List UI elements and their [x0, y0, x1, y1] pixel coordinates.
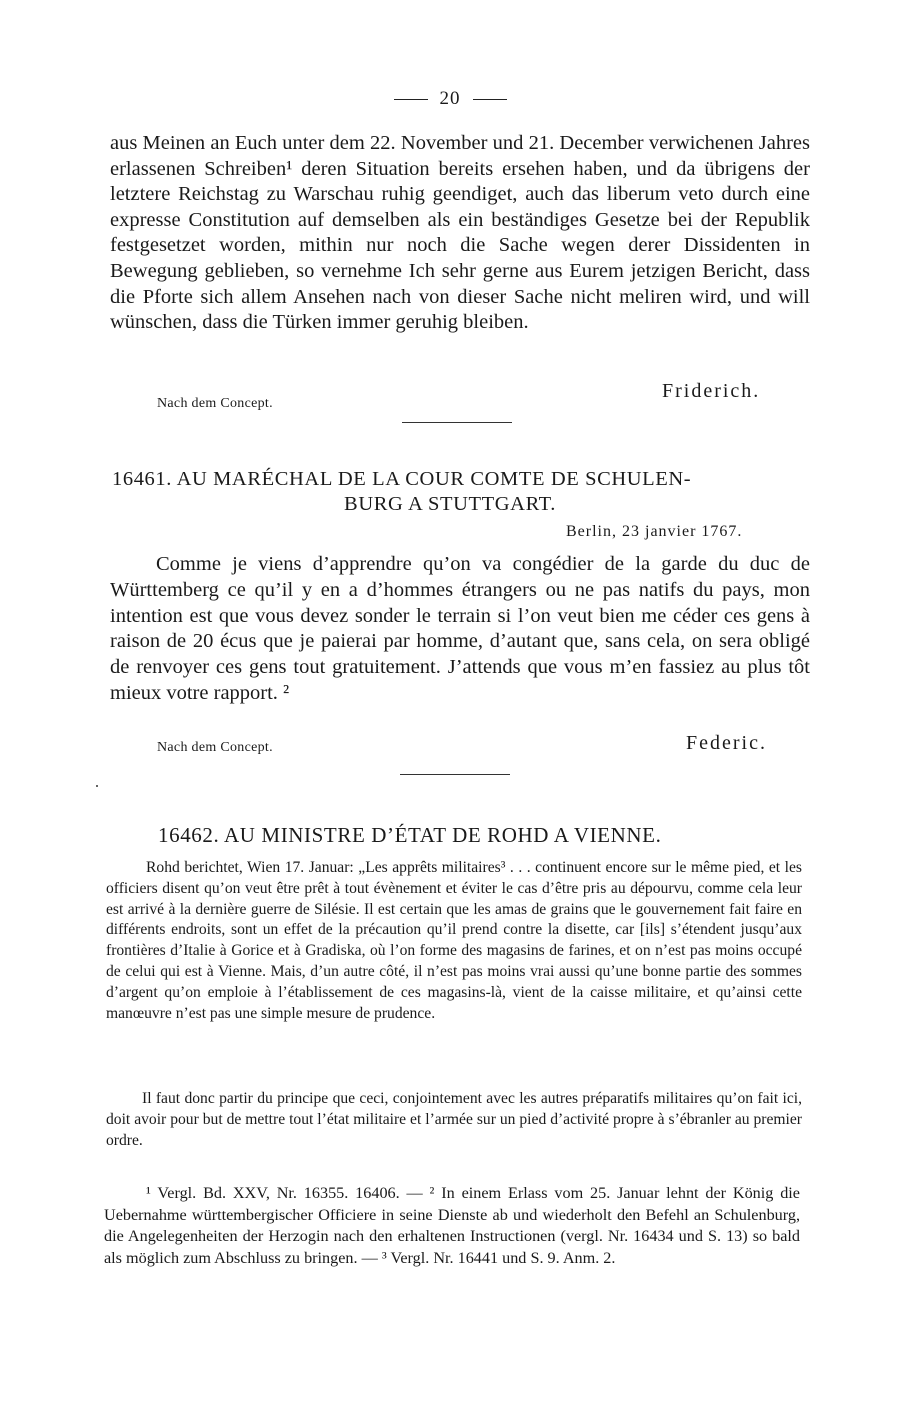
page-number-line: [0, 88, 900, 110]
letter-16462-para1: Rohd berichtet, Wien 17. Januar: „Les apprêts militaires³ . . . continuent encore sur le même pied, et les officiers disent qu’on veut être prêt à tout évènement et éviter le cas d’être pris au dépourvu, comme cela leur est arrivé à la dernière guerre de Silésie. Il est certain que les amas de grains que le gouvernement fait faire en différents endroits, sont un effet de la précaution qu’il prend contre la disette, car [ils] s’étendent jusqu’aux frontières d’Italie à Gorice et à Gradiska, où l’on forme des magasins de farines, et on n’est pas moins occupé de celui qui est à Vienne. Mais, d’un autre côté, il n’est pas moins vrai aussi qu’une bonne partie des sommes d’argent qu’on emploie à l’établissement de ces magasins-là, vient de la caisse militaire, et qu’ainsi cette manœuvre n’est pas une simple mesure de prudence.: [106, 859, 802, 1022]
dash-left: [394, 99, 428, 100]
dash-right: [473, 99, 507, 100]
letter-16462-para2: Il faut donc partir du principe que ceci, conjointement avec les autres préparatifs militaires qu’on fait ici, doit avoir pour but de mettre tout l’état militaire et l’armée sur un pied d’activité propre à s’ébranler au premier ordre.: [106, 1090, 802, 1149]
heading-16461-line1: 16461. AU MARÉCHAL DE LA COUR COMTE DE SCHULEN-: [112, 468, 692, 490]
letter-16461-signature: Federic.: [686, 732, 767, 754]
letter-prev-signature: Friderich.: [662, 380, 761, 402]
heading-16461-line2: BURG A STUTTGART.: [344, 493, 556, 515]
section-divider-2: [400, 774, 510, 775]
letter-prev-source: Nach dem Concept.: [157, 396, 273, 411]
heading-16462: 16462. AU MINISTRE D’ÉTAT DE ROHD A VIENNE.: [158, 823, 662, 847]
dateline-16461: Berlin, 23 janvier 1767.: [566, 523, 743, 540]
letter-16461-text: Comme je viens d’apprendre qu’on va congédier de la garde du duc de Württemberg ce qu’il y en a d’hommes étrangers ou ne pas natifs du pays, mon intention est que vous devez sonder le terrain si l’on veut bien me céder ces gens à raison de 20 écus que je paierai par homme, d’autant que, sans cela, on sera obligé de renvoyer ces gens tout gratuitement. J’attends que vous m’en fassiez au plus tôt mieux votre rapport. ²: [110, 553, 810, 704]
page-number: 20: [439, 88, 461, 109]
stray-mark: [96, 785, 98, 787]
letter-prev-text: aus Meinen an Euch unter dem 22. November und 21. December verwichenen Jahres erlassenen Schreiben¹ deren Situation bereits ersehen haben, und da übrigens der letztere Reichstag zu Warschau ruhig geendiget, auch das liberum veto durch eine expresse Constitution auf demselben als ein beständiges Gesetze bei der Republik festgesetzet worden, mithin nur noch die Sache wegen derer Dissidenten in Bewegung geblieben, so vernehme Ich sehr gerne aus Eurem jetzigen Bericht, dass die Pforte sich allem Ansehen nach von dieser Sache nicht meliren wird, und will wünschen, dass die Türken immer geruhig bleiben.: [110, 132, 810, 334]
section-divider-1: [402, 422, 512, 423]
letter-16461-source: Nach dem Concept.: [157, 740, 273, 755]
footnotes: ¹ Vergl. Bd. XXV, Nr. 16355. 16406. — ² In einem Erlass vom 25. Januar lehnt der König die Uebernahme württembergischer Officiere in seine Dienste ab und wiederholt den Befehl an Schulenburg, die Angelegenheiten der Herzogin nach den erhaltenen Instructionen (vergl. Nr. 16434 und S. 13) so bald als möglich zum Abschluss zu bringen. — ³ Vergl. Nr. 16441 und S. 9. Anm. 2.: [104, 1184, 800, 1267]
